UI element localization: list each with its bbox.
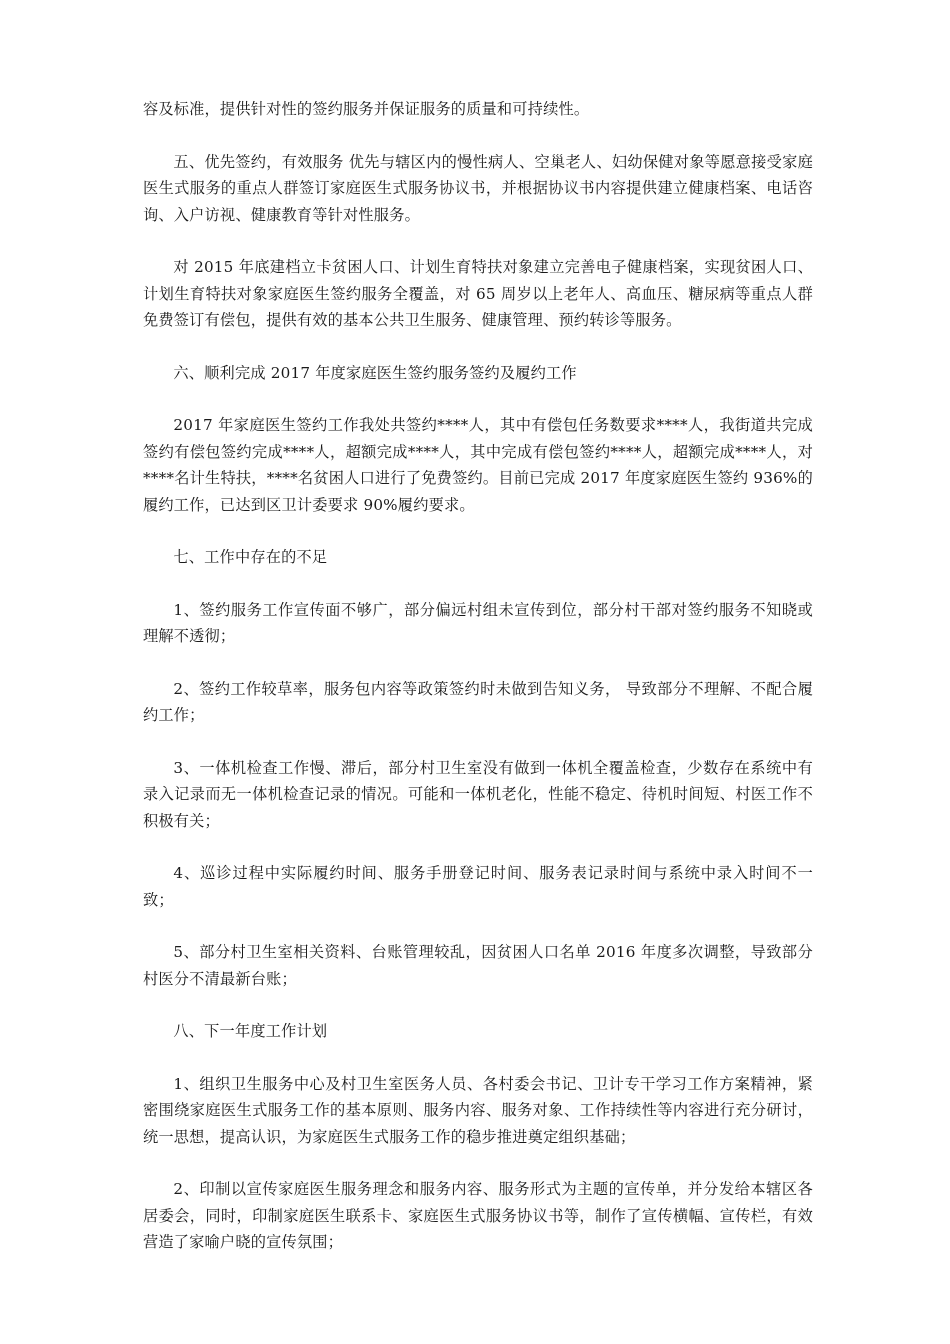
paragraph-shortcoming-4: 4、巡诊过程中实际履约时间、服务手册登记时间、服务表记录时间与系统中录入时间不一致；	[143, 864, 813, 909]
paragraph-shortcoming-5: 5、部分村卫生室相关资料、台账管理较乱，因贫困人口名单 2016 年度多次调整，导致部分村医分不清最新台账；	[143, 943, 813, 988]
section-heading-six: 六、顺利完成 2017 年度家庭医生签约服务签约及履约工作	[173, 363, 577, 382]
paragraph-shortcoming-3: 3、一体机检查工作慢、滞后，部分村卫生室没有做到一体机全覆盖检查，少数存在系统中有录入记录而无一体机检查记录的情况。可能和一体机老化，性能不稳定、待机时间短、村医工作不积极有关；	[143, 758, 813, 830]
section-heading-seven: 七、工作中存在的不足	[173, 548, 328, 566]
paragraph-priority-signing: 五、优先签约，有效服务 优先与辖区内的慢性病人、空巢老人、妇幼保健对象等愿意接受家庭医生式服务的重点人群签订家庭医生式服务协议书，并根据协议书内容提供建立健康档案、电话咨询、入户访视、健康教育等针对性服务。	[143, 152, 813, 224]
section-heading-eight: 八、下一年度工作计划	[173, 1022, 328, 1040]
paragraph-shortcoming-1: 1、签约服务工作宣传面不够广，部分偏远村组未宣传到位，部分村干部对签约服务不知晓或理解不透彻；	[143, 600, 813, 645]
document-body	[143, 96, 813, 1282]
paragraph-2017-signing-results: 2017 年家庭医生签约工作我处共签约****人，其中有偿包任务数要求****人，我街道共完成签约有偿包签约完成****人，超额完成****人，其中完成有偿包签约****人，超额完成****人，对****名计生特扶，****名贫困人口进行了免费签约。目前已完成 2017 年度家庭医生签约 936%的履约工作，已达到区卫计委要求 90%履约要求。	[143, 416, 813, 514]
paragraph-plan-1: 1、组织卫生服务中心及村卫生室医务人员、各村委会书记、卫计专干学习工作方案精神，紧密围绕家庭医生式服务工作的基本原则、服务内容、服务对象、工作持续性等内容进行充分研讨，统一思想，提高认识，为家庭医生式服务工作的稳步推进奠定组织基础；	[143, 1074, 813, 1146]
paragraph-poverty-archives: 对 2015 年底建档立卡贫困人口、计划生育特扶对象建立完善电子健康档案，实现贫困人口、计划生育特扶对象家庭医生签约服务全覆盖，对 65 周岁以上老年人、高血压、糖尿病等重点人群免费签订有偿包，提供有效的基本公共卫生服务、健康管理、预约转诊等服务。	[143, 258, 813, 329]
paragraph-shortcoming-2: 2、签约工作较草率，服务包内容等政策签约时未做到告知义务， 导致部分不理解、不配合履约工作；	[143, 679, 813, 724]
paragraph-plan-2: 2、印制以宣传家庭医生服务理念和服务内容、服务形式为主题的宣传单，并分发给本辖区各居委会，同时，印制家庭医生联系卡、家庭医生式服务协议书等，制作了宣传横幅、宣传栏，有效营造了家喻户晓的宣传氛围；	[143, 1180, 813, 1251]
paragraph-intro-continuation: 容及标准，提供针对性的签约服务并保证服务的质量和可持续性。	[143, 100, 590, 118]
